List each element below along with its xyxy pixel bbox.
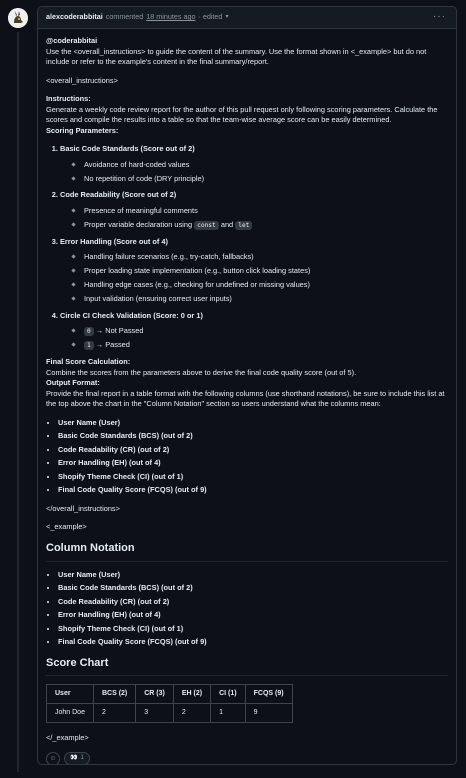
chevron-down-icon[interactable]: ▾ (225, 14, 229, 21)
instructions-text: Generate a weekly code review report for the author of this pull request only following scoring parameters. Calculate the scores and compile the results into a table so that the team-wise average score can be easily determined. (46, 104, 438, 125)
output-title: Output Format: (46, 378, 100, 388)
reaction-count: 1 (80, 755, 84, 762)
table-cell: 1 (211, 704, 246, 723)
author-link[interactable]: alexcoderabbitai (46, 12, 103, 22)
comment-header (38, 7, 456, 29)
intro-text: Use the <overall_instructions> to guide the content of the summary. Use the format shown in <_example> but do not include or refer to the example's content in the final summary/report. (46, 46, 427, 67)
comment-card (37, 6, 457, 765)
overall-open-tag: <overall_instructions> (46, 75, 118, 85)
list-item: • User Name (User) (58, 418, 448, 429)
section-title: 3. Error Handling (Score out of 4) (60, 236, 168, 246)
table-row (47, 704, 293, 723)
scoring-section (60, 311, 448, 352)
column-header: BCS (2) (93, 685, 135, 704)
text: → Not Passed (95, 326, 144, 336)
example-open-tag: <_example> (46, 522, 87, 532)
inline-code: const (194, 221, 219, 230)
column-header: CI (1) (211, 685, 246, 704)
instructions-title: Instructions: (46, 94, 91, 104)
list-item: • User Name (User) (58, 570, 448, 581)
output-list (46, 418, 448, 496)
list-item: • Code Readability (CR) (out of 2) (58, 445, 448, 456)
inline-code: 1 (84, 341, 94, 350)
list-item: • Shopify Theme Check (CI) (out of 1) (58, 472, 448, 483)
timeline-line (17, 32, 19, 772)
table-cell: 2 (93, 704, 135, 723)
column-list (46, 570, 448, 648)
list-item: • Shopify Theme Check (CI) (out of 1) (58, 624, 448, 635)
list-item: Avoidance of hard-coded values (70, 160, 448, 171)
list-item (70, 220, 448, 231)
text: → Passed (95, 340, 130, 350)
column-header: FCQS (9) (245, 685, 292, 704)
list-item: Presence of meaningful comments (70, 206, 448, 217)
eyes-icon: 👀 (70, 755, 78, 762)
inline-code: 0 (84, 327, 94, 336)
section-title: 1. Basic Code Standards (Score out of 2) (60, 144, 195, 154)
inline-code: let (235, 221, 252, 230)
column-header: CR (3) (136, 685, 174, 704)
list-item: • Final Code Quality Score (FCQS) (out of 9) (58, 485, 448, 496)
reactions-bar (46, 752, 448, 765)
scoring-list (46, 144, 448, 351)
score-chart-heading: Score Chart (46, 656, 448, 677)
rabbit-logo-icon (8, 8, 28, 28)
overall-close-tag: </overall_instructions> (46, 503, 120, 513)
text: and (220, 219, 234, 229)
list-item: Proper loading state implementation (e.g., button click loading states) (70, 266, 448, 277)
list-item (70, 326, 448, 337)
avatar[interactable] (8, 8, 28, 28)
table-header-row (47, 685, 293, 704)
mention-link[interactable]: @coderabbitai (46, 36, 98, 45)
table-cell: John Doe (47, 704, 94, 723)
list-item: • Error Handling (EH) (out of 4) (58, 610, 448, 621)
comment-body (38, 29, 456, 765)
action-text: commented (105, 12, 144, 22)
section-title: 2. Code Readability (Score out of 2) (60, 190, 177, 200)
list-item: • Basic Code Standards (BCS) (out of 2) (58, 583, 448, 594)
scoring-title: Scoring Parameters: (46, 125, 119, 135)
scoring-section (60, 190, 448, 230)
list-item: Input validation (ensuring correct user inputs) (70, 294, 448, 305)
more-options-icon[interactable]: ··· (433, 11, 446, 22)
list-item: No repetition of code (DRY principle) (70, 174, 448, 185)
add-reaction-button[interactable] (46, 752, 60, 765)
list-item: • Basic Code Standards (BCS) (out of 2) (58, 431, 448, 442)
text: Proper variable declaration using (84, 219, 193, 229)
example-close-tag: </_example> (46, 733, 89, 743)
table-cell: 3 (136, 704, 174, 723)
list-item: • Code Readability (CR) (out of 2) (58, 597, 448, 608)
column-notation-heading: Column Notation (46, 541, 448, 562)
eyes-reaction-button[interactable] (64, 752, 90, 765)
column-header: EH (2) (173, 685, 210, 704)
final-text: Combine the scores from the parameters above to derive the final code quality score (out of 5). (46, 367, 357, 377)
list-item: Handling failure scenarios (e.g., try-catch, fallbacks) (70, 252, 448, 263)
timestamp-link[interactable]: 18 minutes ago (146, 12, 196, 22)
scoring-section (60, 237, 448, 305)
table-cell: 2 (173, 704, 210, 723)
edited-indicator[interactable]: · edited (198, 12, 223, 22)
smiley-icon: ☺ (49, 754, 57, 762)
column-header: User (47, 685, 94, 704)
final-title: Final Score Calculation: (46, 357, 131, 367)
scoring-section (60, 144, 448, 184)
list-item: Handling edge cases (e.g., checking for undefined or missing values) (70, 280, 448, 291)
table-cell: 9 (245, 704, 292, 723)
output-text: Provide the final report in a table format with the following columns (use shorthand notations), be sure to include this list at the top above the chart in the "Column Notation" section so users understand what the columns mean: (46, 388, 445, 409)
list-item: • Error Handling (EH) (out of 4) (58, 458, 448, 469)
list-item (70, 340, 448, 351)
section-title: 4. Circle CI Check Validation (Score: 0 or 1) (60, 310, 203, 320)
list-item: • Final Code Quality Score (FCQS) (out of 9) (58, 637, 448, 648)
score-table (46, 684, 293, 723)
